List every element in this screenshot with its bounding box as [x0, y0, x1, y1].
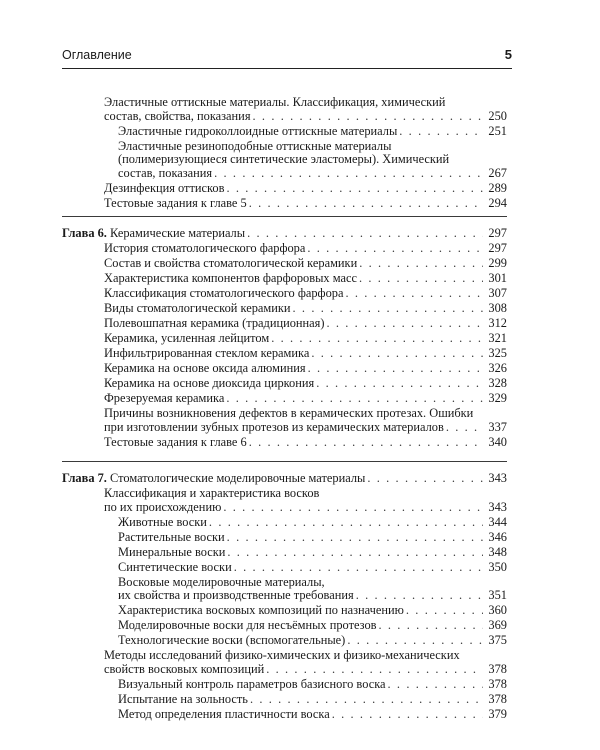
toc-entry-text: Растительные воски — [118, 529, 225, 544]
dot-leader — [247, 227, 483, 241]
toc-page-number: 308 — [488, 301, 507, 315]
toc-entry-text: их свойства и производственные требования — [118, 588, 354, 602]
toc-entry-text: Керамика на основе оксида алюминия — [104, 361, 306, 375]
dot-leader — [345, 287, 483, 301]
dot-leader — [367, 472, 483, 486]
toc-entry — [62, 561, 507, 575]
toc-page-number: 375 — [488, 633, 507, 647]
toc-page-number: 307 — [488, 286, 507, 300]
toc-entry-text: состав, свойства, показания — [104, 108, 251, 123]
dot-leader — [249, 197, 483, 211]
toc-entry — [62, 272, 507, 286]
toc-entry-text — [62, 227, 245, 241]
toc-entry-text: свойств восковых композиций — [104, 661, 265, 676]
dot-leader — [214, 167, 483, 181]
toc-page-number: 326 — [488, 361, 507, 375]
dot-leader — [249, 436, 483, 450]
table-of-contents — [62, 96, 507, 721]
toc-entry — [62, 546, 507, 560]
dot-leader — [406, 604, 483, 618]
running-head — [62, 44, 512, 66]
toc-page-number: 299 — [488, 256, 507, 270]
toc-entry-text: Метод определения пластичности воска — [118, 706, 330, 721]
dot-leader — [327, 317, 484, 331]
toc-entry — [62, 182, 507, 196]
toc-page-number: 251 — [488, 123, 507, 138]
dot-leader — [226, 392, 483, 406]
toc-entry — [62, 436, 507, 450]
toc-entry — [62, 407, 507, 434]
dot-leader — [388, 678, 483, 692]
toc-entry-text: Испытание на зольность — [118, 691, 248, 706]
toc-page-number: 325 — [488, 346, 507, 360]
header-rule — [62, 68, 512, 69]
toc-page-number: 378 — [488, 661, 507, 676]
toc-entry — [62, 516, 507, 530]
toc-chapter — [62, 216, 507, 241]
chapter-title: Стоматологические моделировочные материалы — [110, 471, 366, 485]
toc-page-number: 348 — [488, 544, 507, 559]
dot-leader — [266, 663, 483, 677]
toc-entry — [62, 317, 507, 331]
toc-page-number: 297 — [488, 226, 507, 240]
toc-entry-text: Классификация и характеристика восков — [104, 486, 320, 500]
running-head-title: Оглавление — [62, 48, 132, 62]
toc-entry — [62, 347, 507, 361]
toc-page-number: 301 — [488, 271, 507, 285]
toc-page-number: 369 — [488, 618, 507, 632]
toc-chapter — [62, 461, 507, 486]
toc-entry-text: История стоматологического фарфора — [104, 241, 306, 255]
toc-entry-text: Синтетические воски — [118, 559, 232, 574]
toc-entry — [62, 708, 507, 722]
toc-page-number: 340 — [488, 434, 507, 449]
toc-entry-text: Тестовые задания к главе 5 — [104, 195, 247, 210]
toc-entry-text — [62, 472, 365, 486]
dot-leader — [347, 634, 483, 648]
toc-entry — [62, 362, 507, 376]
toc-entry — [62, 377, 507, 391]
chapter-label: Глава 7. — [62, 471, 107, 485]
dot-leader — [359, 257, 483, 271]
dot-leader — [227, 531, 483, 545]
toc-entry-text: Характеристика восковых композиций по назначению — [118, 603, 404, 617]
toc-entry-text: Причины возникновения дефектов в керамических протезах. Ошибки — [104, 406, 474, 420]
dot-leader — [379, 619, 483, 633]
toc-entry-text: (полимеризующиеся синтетические эластомеры). Химический — [118, 152, 450, 166]
toc-entry — [62, 487, 507, 514]
toc-entry-text: Технологические воски (вспомогательные) — [118, 633, 346, 647]
toc-entry — [62, 576, 507, 603]
toc-entry-text: Моделировочные воски для несъёмных протезов — [118, 618, 377, 632]
toc-entry-text: Эластичные гидроколлоидные оттискные материалы — [118, 123, 398, 138]
toc-entry — [62, 619, 507, 633]
toc-entry — [62, 197, 507, 211]
toc-entry — [62, 257, 507, 271]
dot-leader — [308, 362, 483, 376]
toc-page-number: 360 — [488, 603, 507, 617]
toc-page-number: 351 — [488, 588, 507, 602]
dot-leader — [316, 377, 483, 391]
chapter-title: Керамические материалы — [110, 226, 246, 240]
toc-entry-text: Состав и свойства стоматологической керамики — [104, 256, 358, 270]
toc-entry — [62, 125, 507, 139]
toc-page-number: 346 — [488, 529, 507, 544]
toc-entry-text: Дезинфекция оттисков — [104, 180, 225, 195]
toc-entry-text: по их происхождению — [104, 499, 222, 514]
page-number: 5 — [504, 47, 512, 62]
dot-leader — [253, 110, 483, 124]
toc-entry-text: Характеристика компонентов фарфоровых масс — [104, 271, 357, 285]
toc-entry-text: при изготовлении зубных протезов из керамических материалов — [104, 419, 444, 434]
toc-entry-text: Тестовые задания к главе 6 — [104, 434, 247, 449]
toc-entry — [62, 287, 507, 301]
toc-page-number: 350 — [488, 559, 507, 574]
toc-entry-text: Керамика на основе диоксида циркония — [104, 376, 315, 390]
toc-page-number: 328 — [488, 376, 507, 390]
toc-page-number: 343 — [488, 499, 507, 514]
toc-entry-text: Керамика, усиленная лейцитом — [104, 331, 270, 345]
toc-page-number: 321 — [488, 331, 507, 345]
dot-leader — [271, 332, 483, 346]
dot-leader — [293, 302, 483, 316]
dot-leader — [226, 182, 483, 196]
dot-leader — [356, 589, 483, 603]
toc-page-number: 379 — [488, 706, 507, 721]
dot-leader — [209, 516, 483, 530]
dot-leader — [311, 347, 483, 361]
toc-entry — [62, 242, 507, 256]
chapter-label: Глава 6. — [62, 226, 107, 240]
toc-entry-text: Визуальный контроль параметров базисного воска — [118, 676, 386, 691]
toc-entry-text: Эластичные резиноподобные оттискные материалы — [118, 138, 392, 153]
toc-page-number: 337 — [488, 419, 507, 434]
toc-page-number: 344 — [488, 514, 507, 529]
toc-entry-text: Эластичные оттискные материалы. Классификация, химический — [104, 95, 446, 109]
toc-page-number: 267 — [488, 165, 507, 180]
dot-leader — [250, 693, 483, 707]
toc-entry — [62, 693, 507, 707]
toc-entry-text: Классификация стоматологического фарфора — [104, 286, 344, 300]
toc-entry — [62, 634, 507, 648]
toc-entry-text: Методы исследований физико-химических и физико-механических — [104, 648, 460, 662]
dot-leader — [227, 546, 483, 560]
toc-page-number: 329 — [488, 391, 507, 405]
toc-entry-text: Виды стоматологической керамики — [104, 301, 291, 315]
toc-page-number: 378 — [488, 676, 507, 691]
toc-entry-text: Фрезеруемая керамика — [104, 391, 225, 405]
dot-leader — [307, 242, 483, 256]
toc-entry — [62, 604, 507, 618]
toc-entry — [62, 140, 507, 181]
dot-leader — [234, 561, 483, 575]
toc-page-number: 297 — [488, 241, 507, 255]
toc-entry — [62, 96, 507, 123]
toc-entry — [62, 649, 507, 676]
dot-leader — [446, 421, 483, 435]
toc-entry-text: состав, показания — [118, 165, 213, 180]
toc-entry — [62, 678, 507, 692]
dot-leader — [332, 708, 483, 722]
toc-entry — [62, 302, 507, 316]
toc-page-number: 343 — [488, 471, 507, 485]
toc-page-number: 289 — [488, 180, 507, 195]
toc-entry-text: Восковые моделировочные материалы, — [118, 574, 325, 589]
toc-entry — [62, 531, 507, 545]
toc-entry-text: Инфильтрированная стеклом керамика — [104, 346, 310, 360]
toc-page-number: 378 — [488, 691, 507, 706]
toc-entry — [62, 332, 507, 346]
dot-leader — [359, 272, 483, 286]
dot-leader — [399, 125, 483, 139]
toc-page-number: 250 — [488, 108, 507, 123]
toc-page-number: 294 — [488, 195, 507, 210]
toc-entry — [62, 392, 507, 406]
toc-page-number: 312 — [488, 316, 507, 330]
toc-entry-text: Минеральные воски — [118, 544, 226, 559]
toc-entry-text: Полевошпатная керамика (традиционная) — [104, 316, 325, 330]
dot-leader — [223, 501, 483, 515]
toc-entry-text: Животные воски — [118, 514, 207, 529]
